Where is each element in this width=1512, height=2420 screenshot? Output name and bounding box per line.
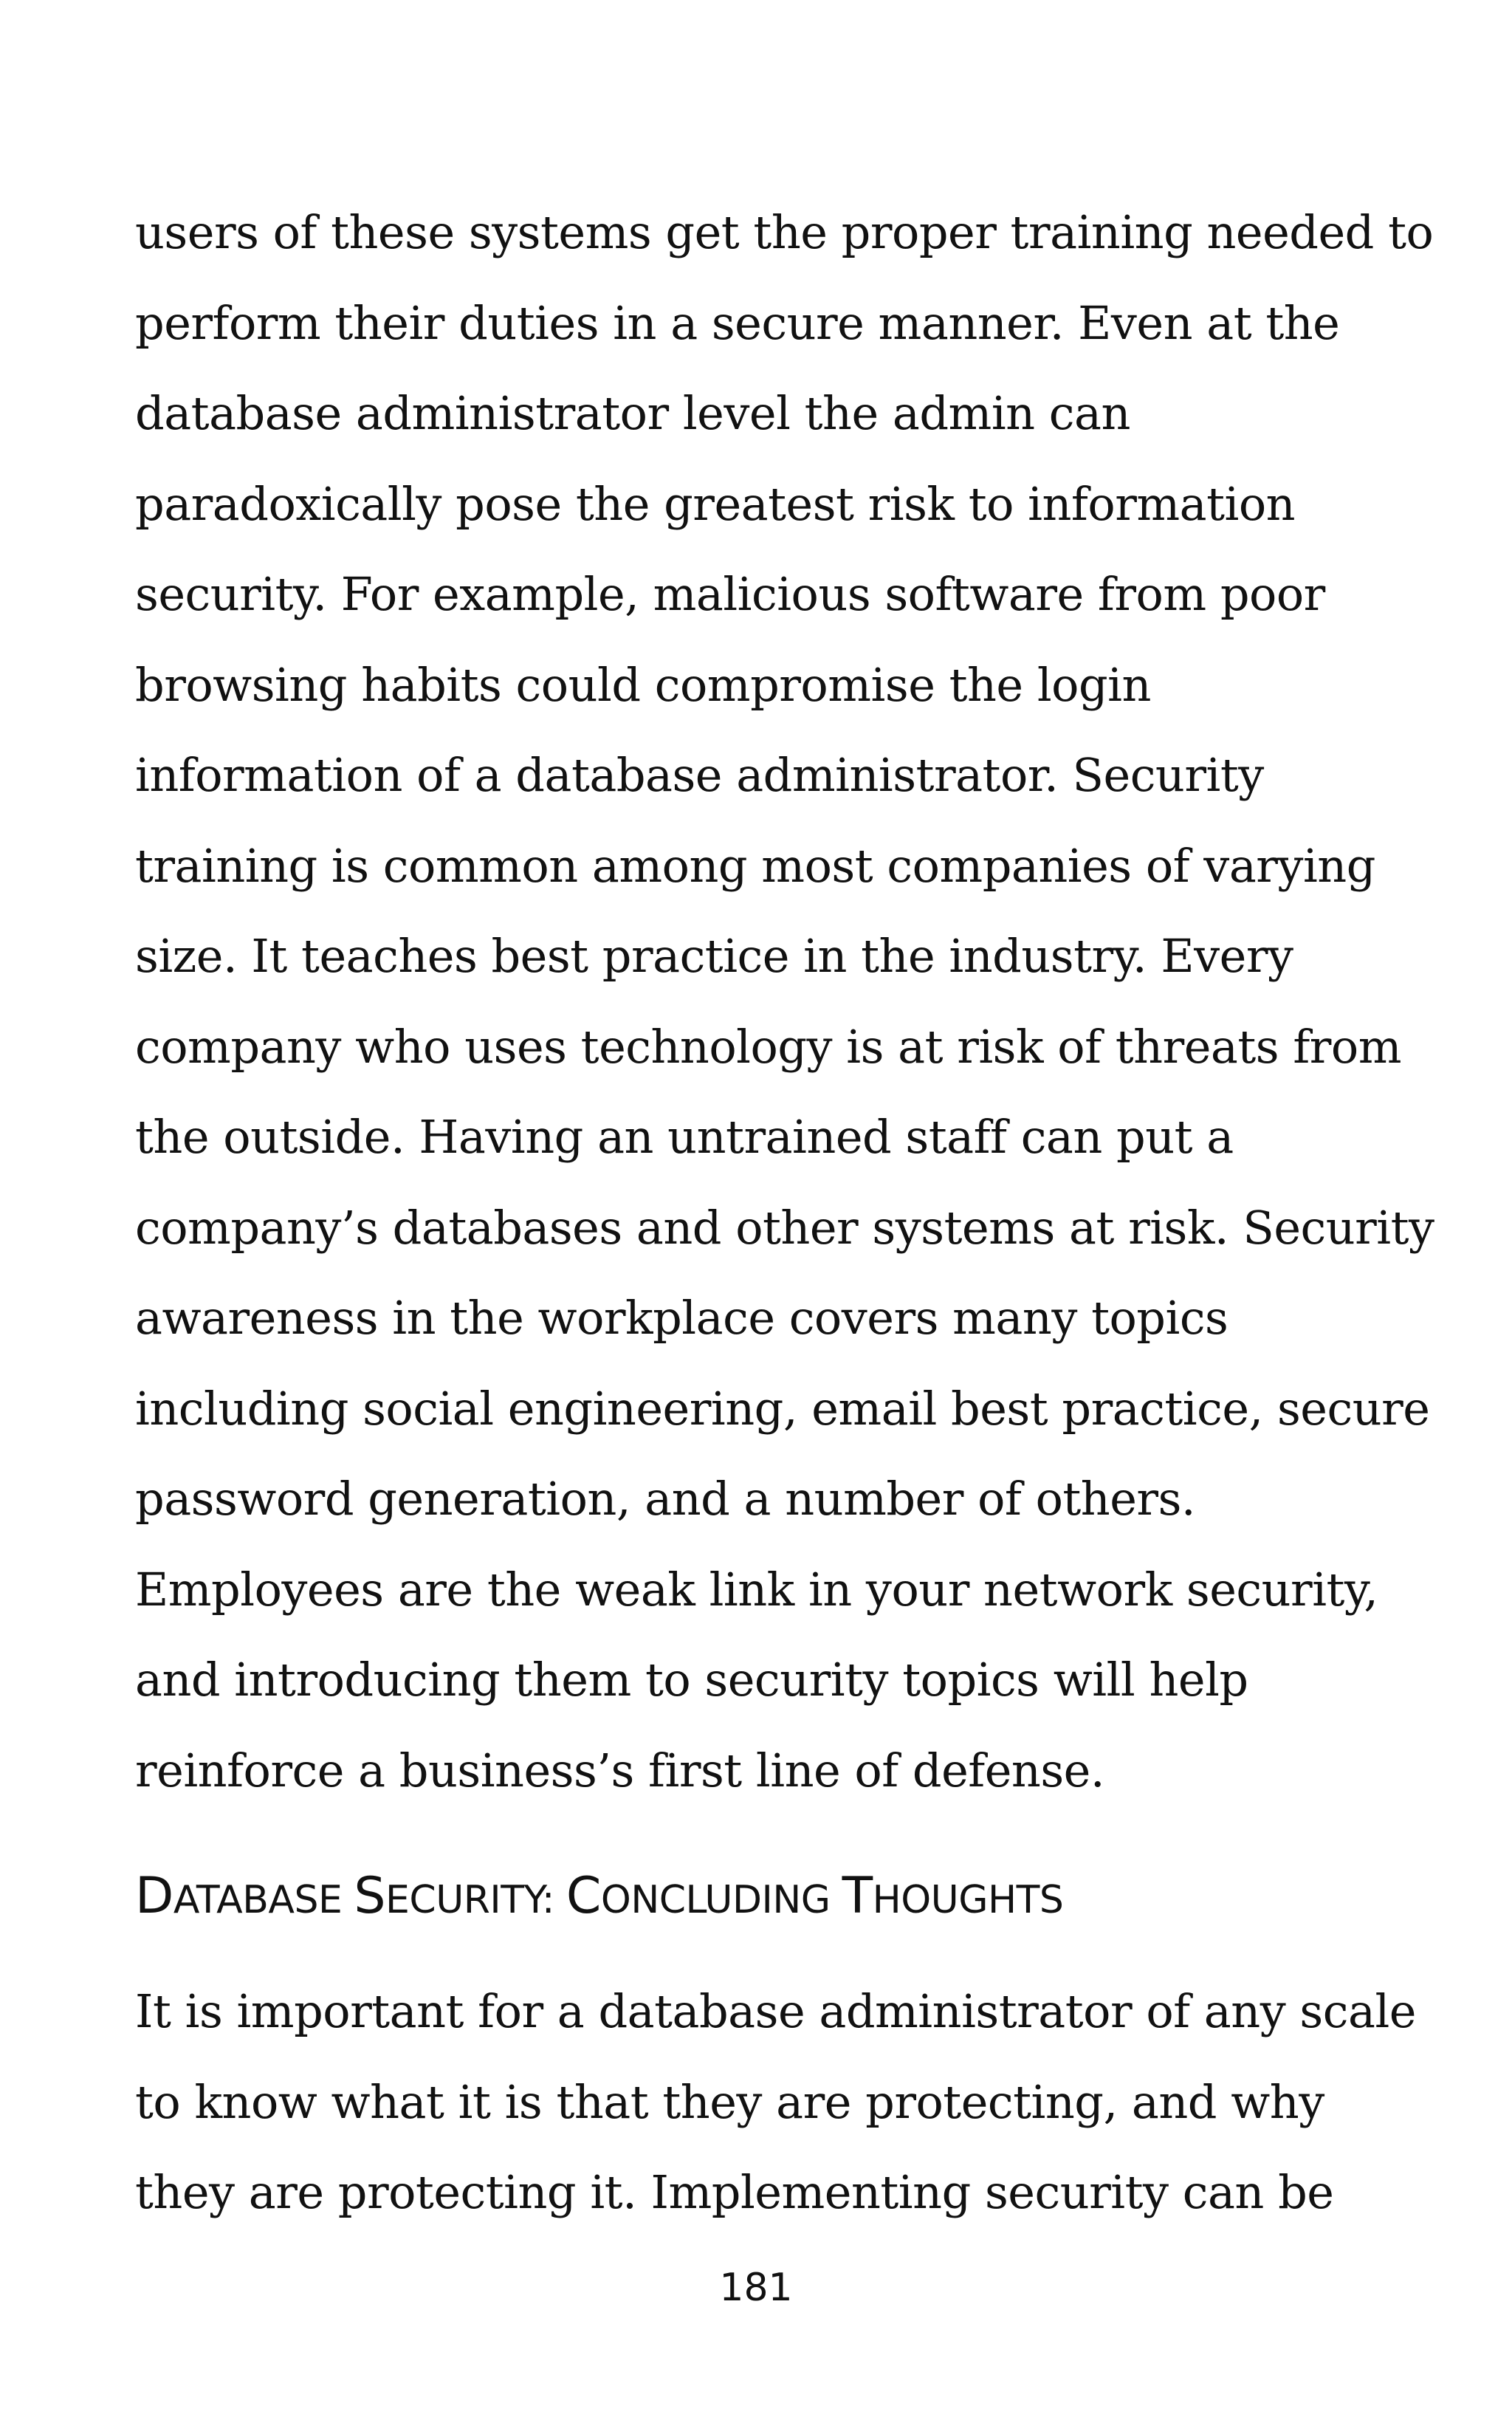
text-line: awareness in the workplace covers many topics <box>135 1291 1228 1345</box>
text-line: the outside. Having an untrained staff can put a <box>135 1110 1234 1164</box>
page-number: 181 <box>719 2266 793 2310</box>
text-line: company’s databases and other systems at risk. Security <box>135 1200 1434 1255</box>
text-line: and introducing them to security topics will help <box>135 1653 1248 1707</box>
text-line: they are protecting it. Implementing security can be <box>135 2165 1334 2219</box>
text-line: size. It teaches best practice in the industry. Every <box>135 929 1293 983</box>
text-line: training is common among most companies of varying <box>135 838 1375 893</box>
text-line: paradoxically pose the greatest risk to information <box>135 476 1296 531</box>
text-line: including social engineering, email best practice, secure <box>135 1381 1430 1436</box>
text-line: to know what it is that they are protecting, and why <box>135 2074 1324 2129</box>
text-line: perform their duties in a secure manner. Even at the <box>135 295 1340 350</box>
text-line: browsing habits could compromise the login <box>135 657 1151 712</box>
text-line: Employees are the weak link in your network security, <box>135 1562 1378 1617</box>
text-line: information of a database administrator. Security <box>135 748 1264 802</box>
text-line: security. For example, malicious software from poor <box>135 567 1325 621</box>
body-paragraph <box>135 1967 1416 2238</box>
text-line: reinforce a business’s first line of defense. <box>135 1743 1105 1797</box>
text-line: database administrator level the admin can <box>135 386 1130 440</box>
body-paragraph <box>135 188 1434 1816</box>
text-line: password generation, and a number of others. <box>135 1472 1196 1526</box>
text-line: users of these systems get the proper training needed to <box>135 205 1434 259</box>
section-heading: DATABASE SECURITY: CONCLUDING THOUGHTS <box>135 1867 1064 1925</box>
text-line: It is important for a database administrator of any scale <box>135 1984 1416 2038</box>
text-line: company who uses technology is at risk of threats from <box>135 1019 1402 1074</box>
